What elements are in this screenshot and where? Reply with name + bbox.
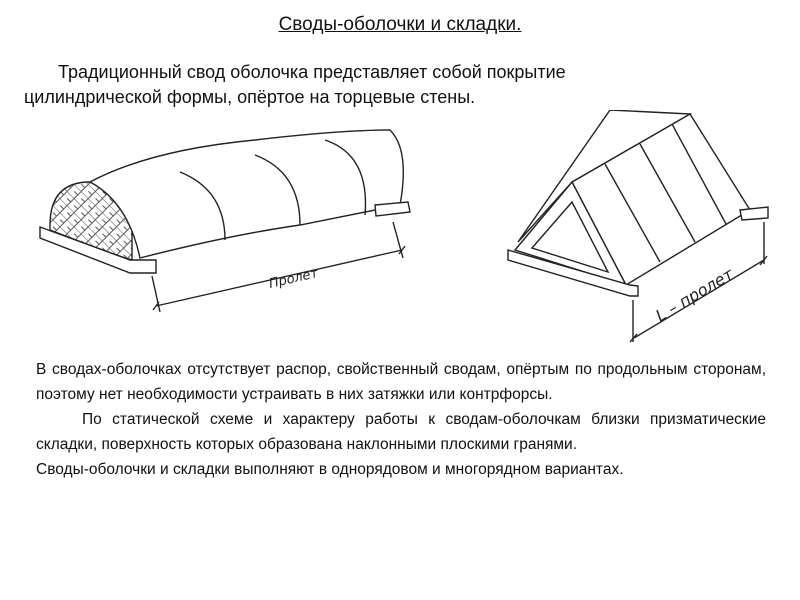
- vault-shell: [90, 130, 403, 258]
- figure-illustration: [0, 110, 800, 350]
- vault-extension-line: [393, 222, 403, 258]
- intro-line-2: цилиндрической формы, опёртое на торцевые стены.: [24, 87, 476, 107]
- paragraph-1: В сводах-оболочках отсутствует распор, свойственный сводам, опёртым по продольным сторонам, поэтому нет необходимости устраивать в них затяжки или контрфорсы.: [36, 361, 766, 403]
- fold-far-support: [740, 207, 768, 220]
- intro-text: [24, 60, 764, 110]
- paragraph-2: По статической схеме и характеру работы к сводам-оболочкам близки призматические складки, поверхность которых образована наклонными плоскими гранями.: [36, 411, 766, 453]
- barrel-vault-drawing: [40, 130, 410, 312]
- prismatic-fold-drawing: [508, 110, 768, 342]
- vault-far-support: [375, 202, 410, 216]
- paragraph-3: Своды-оболочки и складки выполняют в однорядовом и многорядном вариантах.: [36, 461, 624, 478]
- fold-span-label: L – пролет: [652, 264, 737, 326]
- page-title: Своды-оболочки и складки.: [278, 14, 522, 35]
- vault-span-label: Пролет: [267, 266, 320, 292]
- intro-line-1: Традиционный свод оболочка представляет собой покрытие: [58, 62, 566, 82]
- body-text: [36, 357, 766, 482]
